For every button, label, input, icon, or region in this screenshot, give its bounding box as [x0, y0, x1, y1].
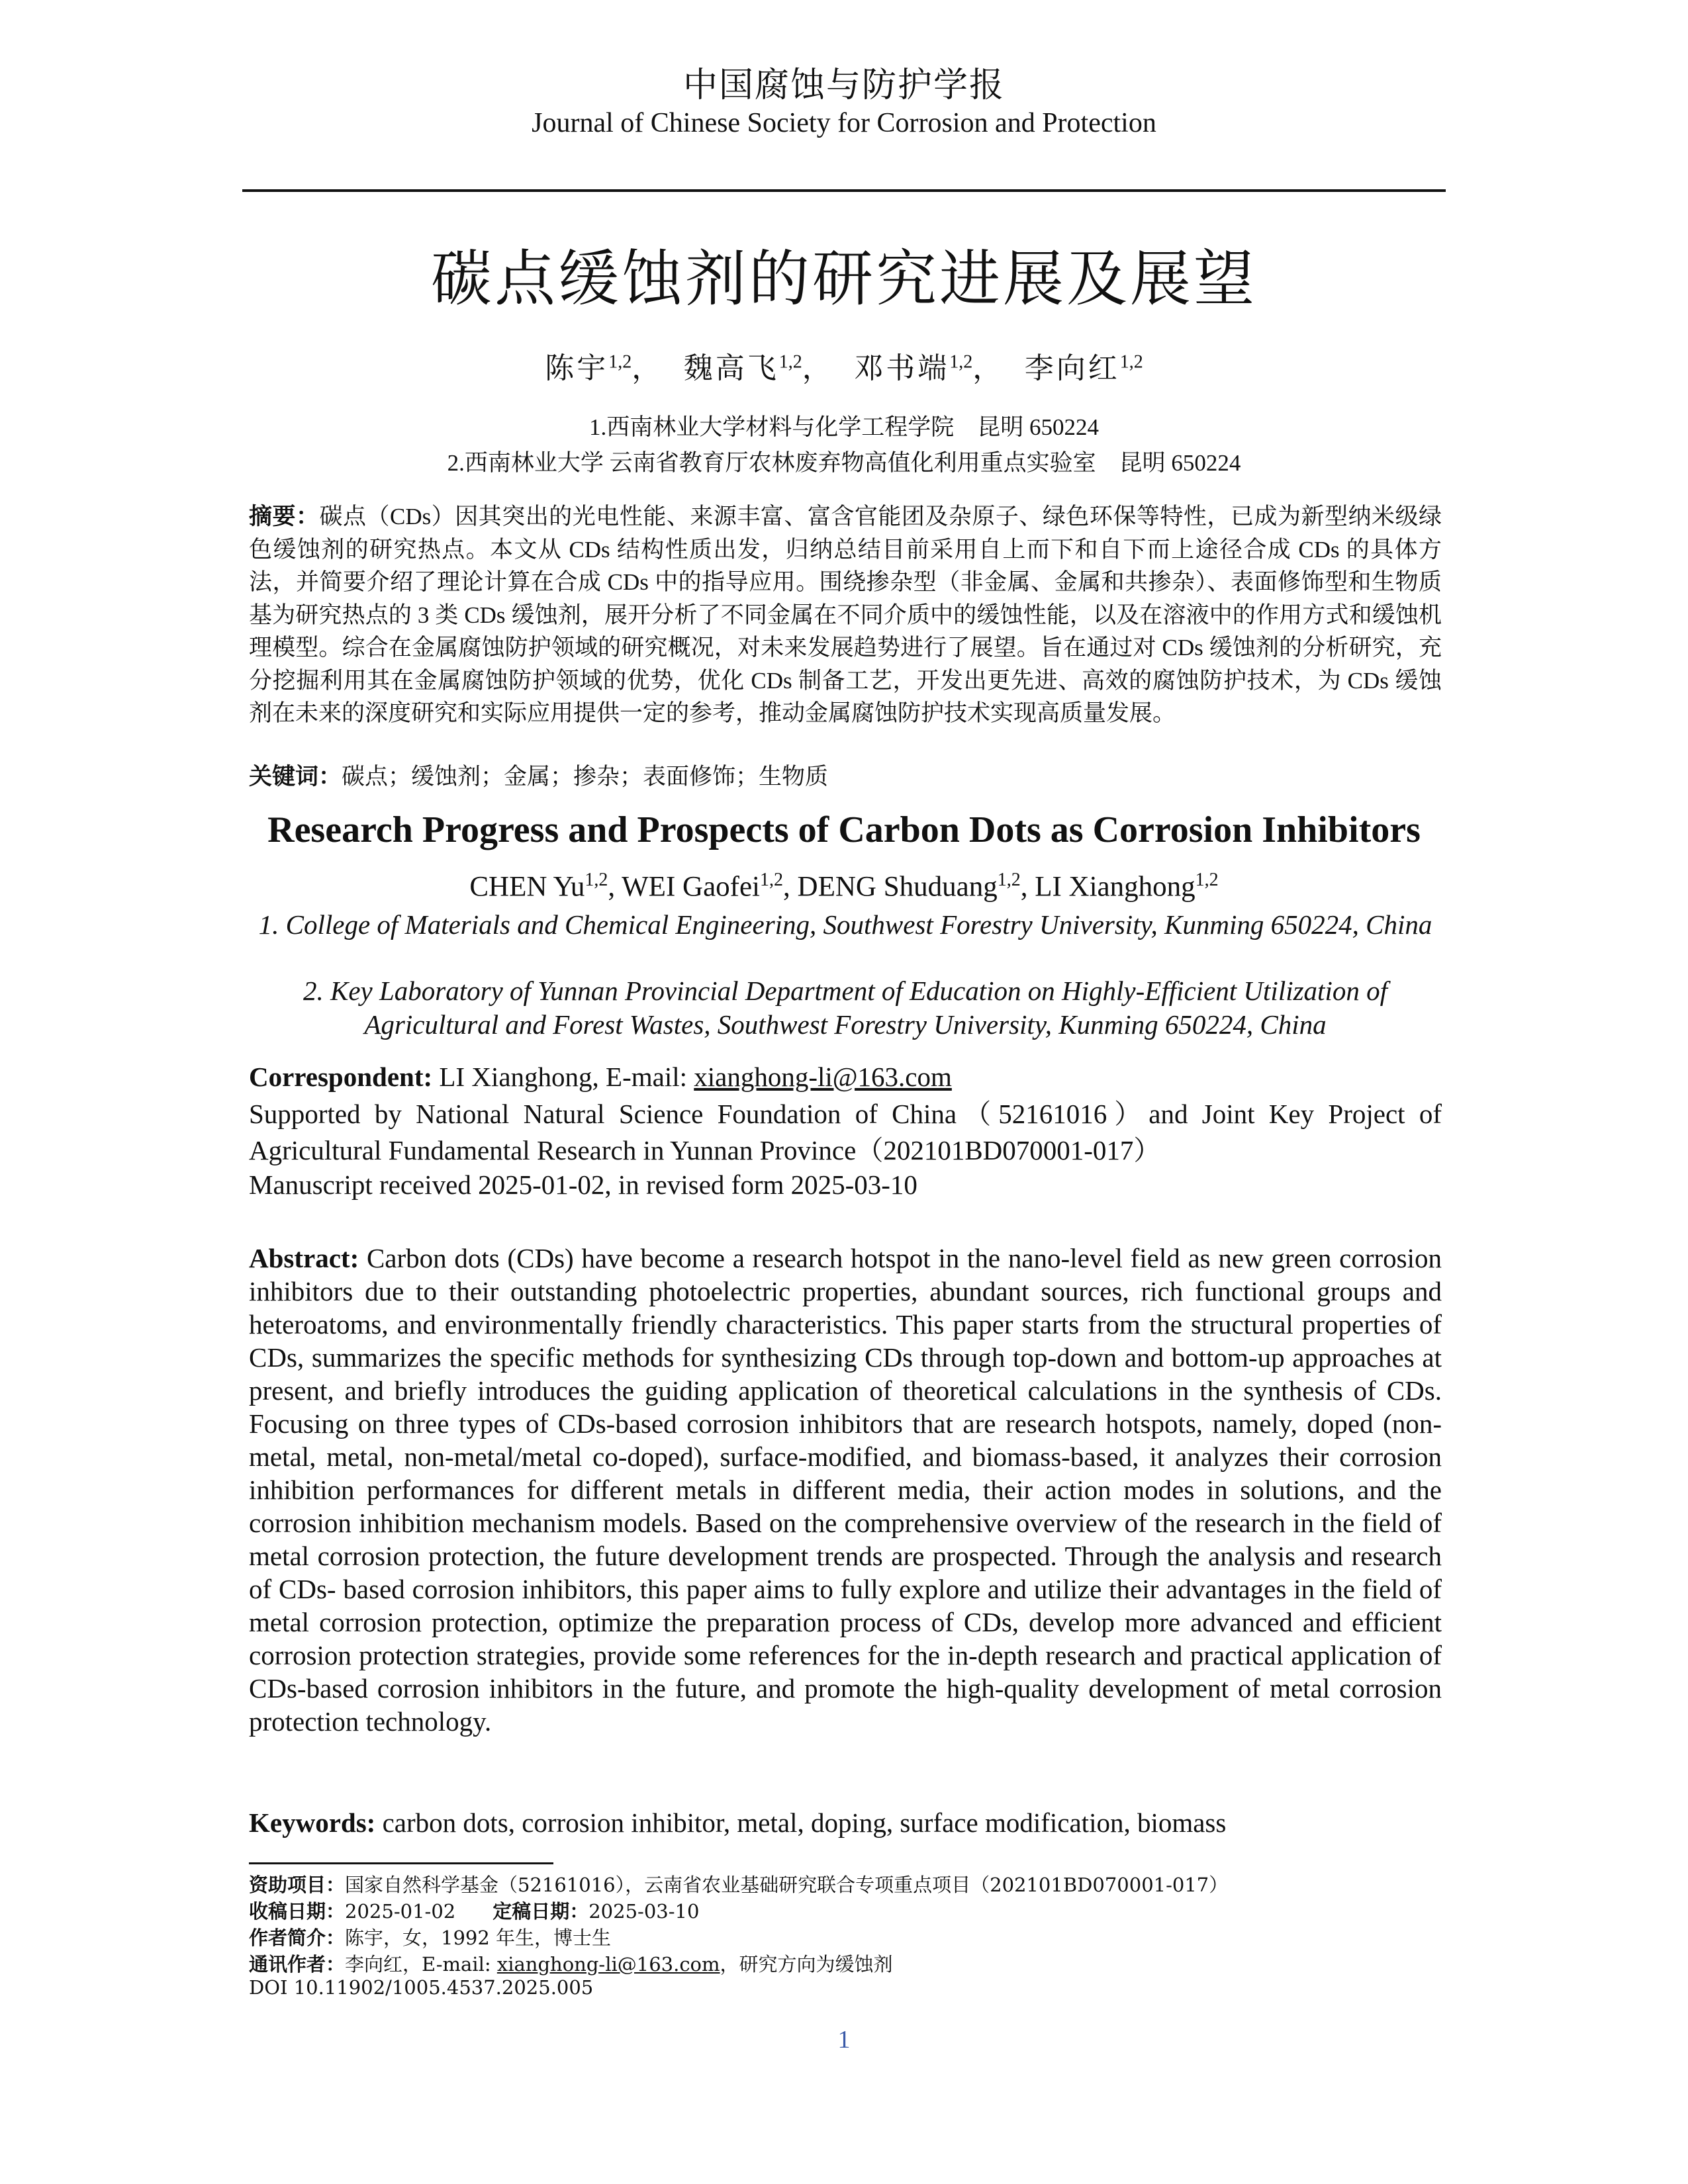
author-list-en	[0, 870, 1688, 903]
abstract-en	[249, 1242, 1442, 1738]
author-name-en: LI Xianghong	[1035, 871, 1196, 903]
footnote-author-bio	[249, 1923, 1442, 1950]
abstract-cn	[249, 500, 1442, 730]
correspondent-name: LI Xianghong, E-mail:	[432, 1062, 694, 1092]
keywords-cn-text: 碳点；缓蚀剂；金属；掺杂；表面修饰；生物质	[342, 764, 829, 790]
journal-title-en: Journal of Chinese Society for Corrosion and Protection	[532, 108, 1156, 138]
keywords-cn-label: 关键词：	[249, 764, 342, 790]
footnote-funding-label: 资助项目：	[249, 1874, 346, 1896]
author-separator: ，	[632, 351, 664, 385]
footnote-doi: DOI 10.11902/1005.4537.2025.005	[249, 1976, 594, 1999]
keywords-cn	[249, 758, 1442, 792]
footnote-correspondent	[249, 1950, 1442, 1977]
affiliation-cn-2: 2.西南林业大学 云南省教育厅农林废弃物高值化利用重点实验室 昆明 650224	[447, 450, 1241, 476]
funding-statement-en: Supported by National Natural Science Foundation of China（52161016）and Joint Key Project of Agricultural Fundamental Research in Yunnan Province（202101BD070001-017）	[249, 1099, 1442, 1165]
abstract-en-text: Carbon dots (CDs) have become a research hotspot in the nano-level field as new green corrosion inhibitors due to their outstanding photoelectric properties, abundant sources, rich functional groups and heteroatoms, and environmentally friendly characteristics. This paper starts from the structural properties of CDs, summarizes the specific methods for synthesizing CDs through top-down and bottom-up approaches at present, and briefly introduces the guiding application of theoretical calculations in the synthesis of CDs. Focusing on three types of CDs-based corrosion inhibitors that are research hotspots, namely, doped (non-metal, metal, non-metal/metal co-doped), surface-modified, and biomass-based, it analyzes their corrosion inhibition performances for different metals in different media, their action modes in solutions, and the corrosion inhibition mechanism models. Based on the comprehensive overview of the research in the field of metal corrosion protection, the future development trends are prospected. Through the analysis and research of CDs- based corrosion inhibitors, this paper aims to fully explore and utilize their advantages in the field of metal corrosion protection, optimize the preparation process of CDs, develop more advanced and efficient corrosion protection strategies, provide some references for the in-depth research and practical application of CDs-based corrosion inhibitors in the future, and promote the high-quality development of metal corrosion protection technology.	[249, 1243, 1442, 1737]
author-affil-sup: 1,2	[997, 870, 1021, 890]
abstract-cn-label: 摘要：	[249, 504, 320, 529]
correspondent-line	[249, 1059, 1442, 1095]
author-name-cn: 陈宇	[545, 351, 609, 385]
journal-title-cn: 中国腐蚀与防护学报	[682, 67, 1005, 105]
affiliation-en-1: 1. College of Materials and Chemical Engineering, Southwest Forestry University, Kunming 650224, China	[258, 909, 1432, 940]
article-title-cn: 碳点缓蚀剂的研究进展及展望	[430, 244, 1257, 314]
manuscript-dates-en: Manuscript received 2025-01-02, in revised form 2025-03-10	[249, 1169, 917, 1200]
affiliation-cn-1: 1.西南林业大学材料与化学工程学院 昆明 650224	[588, 414, 1099, 440]
footnote-accepted-label: 定稿日期：	[492, 1900, 589, 1923]
keywords-en-label: Keywords:	[249, 1807, 376, 1838]
author-list-cn	[0, 344, 1688, 387]
author-name-en: DENG Shuduang	[797, 871, 998, 903]
footnote-received-label: 收稿日期：	[249, 1900, 346, 1923]
abstract-en-label: Abstract:	[249, 1243, 359, 1273]
header-rule	[242, 189, 1446, 192]
author-name-en: CHEN Yu	[469, 871, 585, 903]
author-separator: ,	[608, 871, 622, 903]
affiliation-en-2: 2. Key Laboratory of Yunnan Provincial Department of Education on Highly-Efficient Utilization of Agricultural and Forest Wastes, Southwest Forestry University, Kunming 650224, China	[303, 976, 1387, 1040]
footnote-received-value: 2025-01-02	[345, 1900, 456, 1923]
page-number: 1	[837, 2026, 851, 2054]
footnote-dates	[249, 1897, 1442, 1924]
correspondent-label: Correspondent:	[249, 1062, 433, 1092]
footnote-bio-text: 陈宇，女，1992 年生，博士生	[345, 1927, 612, 1949]
article-title-en: Research Progress and Prospects of Carbon Dots as Corrosion Inhibitors	[267, 809, 1421, 850]
author-name-cn: 邓书端	[854, 351, 950, 385]
footnote-accepted-value: 2025-03-10	[588, 1900, 700, 1923]
author-affil-sup: 1,2	[1195, 870, 1219, 890]
author-affil-sup: 1,2	[760, 870, 784, 890]
correspondent-email-link[interactable]: xianghong-li@163.com	[694, 1062, 952, 1092]
author-separator: ，	[802, 351, 834, 385]
footnote-corr-label: 通讯作者：	[249, 1953, 346, 1976]
author-separator: ，	[972, 351, 1005, 385]
footnote-corr-name: 李向红，E-mail:	[345, 1953, 497, 1976]
author-separator: ,	[1020, 871, 1035, 903]
author-affil-sup: 1,2	[949, 351, 973, 373]
author-name-cn: 魏高飞	[683, 351, 779, 385]
author-affil-sup: 1,2	[608, 351, 632, 373]
footnote-bio-label: 作者简介：	[249, 1927, 346, 1949]
author-affil-sup: 1,2	[778, 351, 802, 373]
footnote-funding	[249, 1870, 1442, 1897]
author-affil-sup: 1,2	[585, 870, 608, 890]
footnote-funding-text: 国家自然科学基金（52161016），云南省农业基础研究联合专项重点项目（202101BD070001-017）	[345, 1874, 1229, 1896]
footnote-corr-suffix: ，研究方向为缓蚀剂	[720, 1953, 893, 1976]
abstract-cn-text: 碳点（CDs）因其突出的光电性能、来源丰富、富含官能团及杂原子、绿色环保等特性，已成为新型纳米级绿色缓蚀剂的研究热点。本文从 CDs 结构性质出发，归纳总结目前采用自上而下和自下而上途径合成 CDs 的具体方法，并简要介绍了理论计算在合成 CDs 中的指导应用。围绕掺杂型（非金属、金属和共掺杂）、表面修饰型和生物质基为研究热点的 3 类 CDs 缓蚀剂，展开分析了不同金属在不同介质中的缓蚀性能，以及在溶液中的作用方式和缓蚀机理模型。综合在金属腐蚀防护领域的研究概况，对未来发展趋势进行了展望。旨在通过对 CDs 缓蚀剂的分析研究，充分挖掘利用其在金属腐蚀防护领域的优势，优化 CDs 制备工艺，开发出更先进、高效的腐蚀防护技术，为 CDs 缓蚀剂在未来的深度研究和实际应用提供一定的参考，推动金属腐蚀防护技术实现高质量发展。	[249, 504, 1442, 726]
keywords-en-text: carbon dots, corrosion inhibitor, metal, doping, surface modification, biomass	[375, 1807, 1227, 1838]
footnote-rule	[249, 1862, 553, 1864]
keywords-en	[249, 1807, 1442, 1839]
author-name-cn: 李向红	[1024, 351, 1120, 385]
footnote-corr-email-link[interactable]: xianghong-li@163.com	[496, 1953, 720, 1976]
author-name-en: WEI Gaofei	[622, 871, 761, 903]
author-separator: ,	[783, 871, 798, 903]
author-affil-sup: 1,2	[1119, 351, 1143, 373]
